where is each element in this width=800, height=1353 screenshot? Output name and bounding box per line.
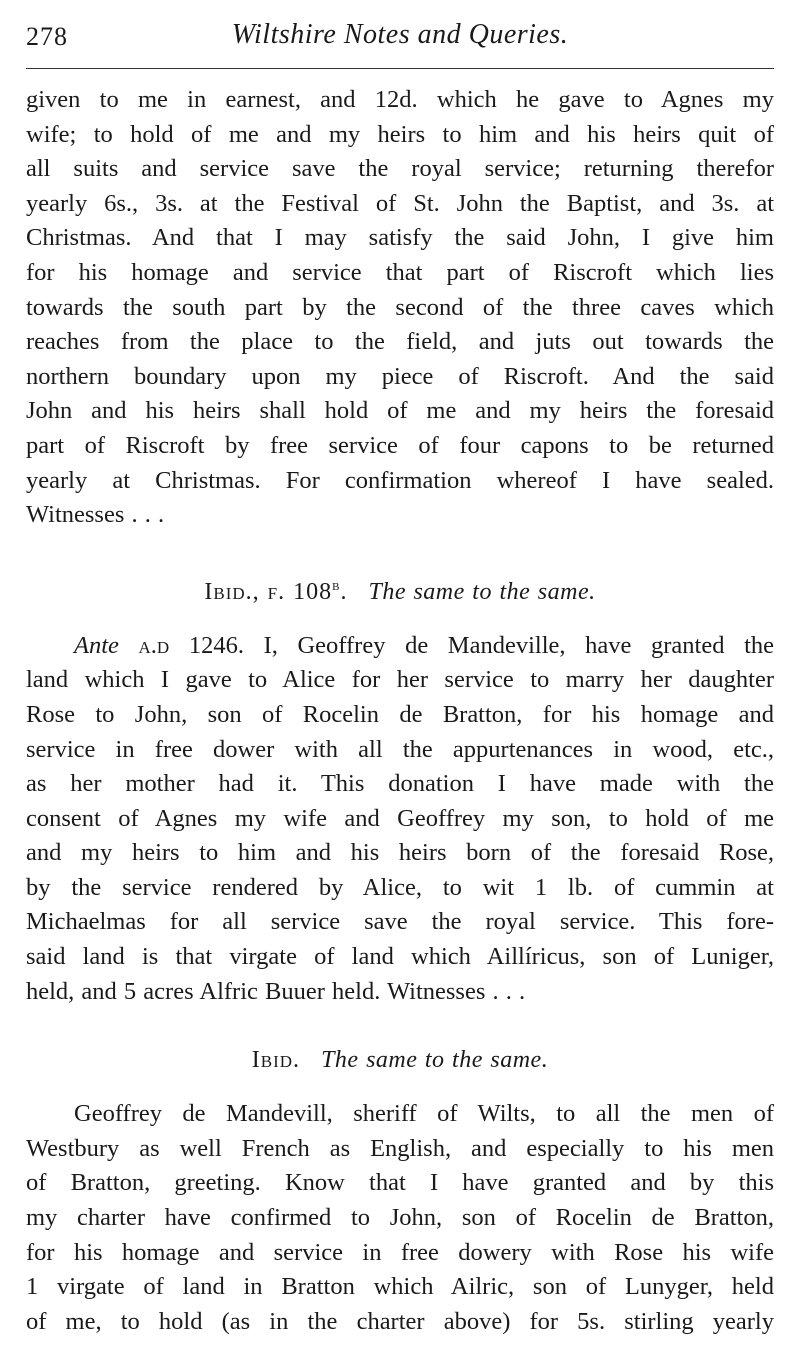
text-line: Geoffrey de Mandevill, sheriff of Wilts, to all the men of bbox=[74, 1100, 774, 1128]
text-line: reaches from the place to the field, and juts out towards the bbox=[26, 328, 774, 356]
heading-title: The same to the same. bbox=[368, 578, 596, 605]
text-line: as her mother had it. This donation I have made with the bbox=[26, 770, 774, 798]
text-line: northern boundary upon my piece of Riscroft. And the said bbox=[26, 362, 774, 390]
text-line: and my heirs to him and his heirs born of the foresaid Rose, bbox=[26, 839, 774, 867]
text-line: Westbury as well French as English, and especially to his men bbox=[26, 1134, 774, 1162]
heading-reference: Ibid. bbox=[251, 1047, 301, 1074]
text-line: yearly 6s., 3s. at the Festival of St. John the Baptist, and 3s. at bbox=[26, 189, 774, 217]
header-rule bbox=[26, 68, 774, 69]
running-title: Wiltshire Notes and Queries. bbox=[231, 19, 569, 50]
text-line: Rose to John, son of Rocelin de Bratton, for his homage and bbox=[26, 700, 774, 728]
text-line: Michaelmas for all service save the royal service. This fore- bbox=[26, 908, 774, 936]
paragraph-sheriff-charter bbox=[26, 1097, 774, 1339]
page-header bbox=[26, 14, 774, 54]
text-line: 1 virgate of land in Bratton which Ailric, son of Lunyger, held bbox=[26, 1273, 774, 1301]
text-line: given to me in earnest, and 12d. which he gave to Agnes my bbox=[26, 86, 774, 113]
paragraph-deed-continued bbox=[26, 83, 774, 533]
text-line: consent of Agnes my wife and Geoffrey my son, to hold of me bbox=[26, 804, 774, 832]
text-line: for his homage and service in free dowery with Rose his wife bbox=[26, 1238, 774, 1266]
text-line: Witnesses . . . bbox=[26, 501, 165, 529]
text-line: my charter have confirmed to John, son of Rocelin de Bratton, bbox=[26, 1204, 774, 1232]
text-line: said land is that virgate of land which Aillíricus, son of Luniger, bbox=[26, 943, 774, 971]
section-heading-ibid-108b bbox=[26, 569, 774, 609]
text-line: of Bratton, greeting. Know that I have granted and by this bbox=[26, 1169, 774, 1197]
text-line: held, and 5 acres Alfric Buuer held. Witnesses . . . bbox=[26, 977, 526, 1005]
text-line: part of Riscroft by free service of four capons to be returned bbox=[26, 431, 774, 459]
text-line: wife; to hold of me and my heirs to him and his heirs quit of bbox=[26, 120, 774, 148]
text-line: all suits and service save the royal service; returning therefor bbox=[26, 155, 774, 183]
heading-reference: Ibid., f. 108$^b$. bbox=[204, 577, 348, 605]
section-heading-ibid bbox=[26, 1043, 774, 1077]
text-line: John and his heirs shall hold of me and my heirs the foresaid bbox=[26, 397, 774, 425]
page-number: 278 bbox=[26, 22, 68, 51]
heading-title: The same to the same. bbox=[321, 1047, 549, 1074]
body-text bbox=[26, 83, 774, 1339]
text-line: land which I gave to Alice for her service to marry her daughter bbox=[26, 666, 774, 694]
text-line: by the service rendered by Alice, to wit 1 lb. of cummin at bbox=[26, 873, 774, 901]
text-line: Christmas. And that I may satisfy the said John, I give him bbox=[26, 224, 774, 252]
first-line: Ante a.d 1246. I, Geoffrey de Mandeville, have granted the bbox=[74, 631, 775, 659]
text-line: of me, to hold (as in the charter above) for 5s. stirling yearly bbox=[26, 1307, 774, 1335]
paragraph-ante-1246 bbox=[26, 629, 774, 1010]
text-line: yearly at Christmas. For confirmation whereof I have sealed. bbox=[26, 466, 774, 494]
text-line: towards the south part by the second of the three caves which bbox=[26, 293, 774, 321]
book-page bbox=[26, 0, 774, 1353]
text-line: service in free dower with all the appurtenances in wood, etc., bbox=[26, 735, 774, 763]
text-line: for his homage and service that part of Riscroft which lies bbox=[26, 258, 774, 286]
